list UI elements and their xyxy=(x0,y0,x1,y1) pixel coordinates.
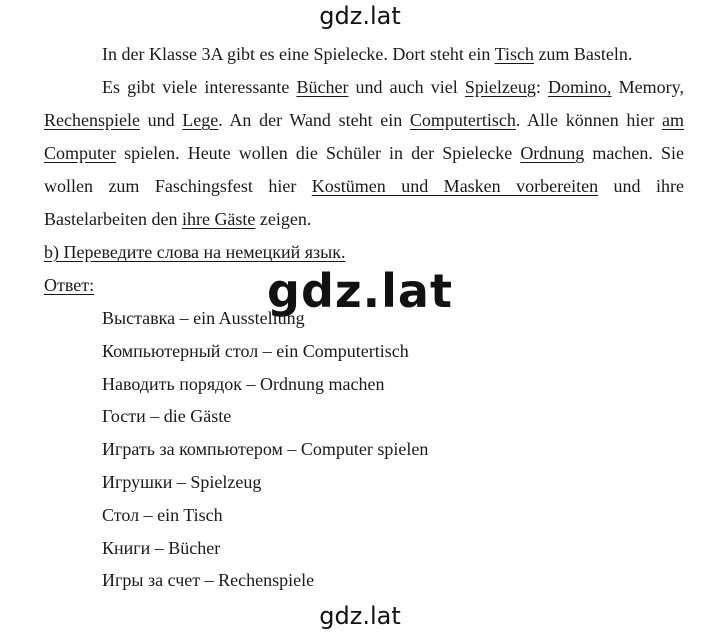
underlined-word: Spielzeug xyxy=(464,77,536,97)
paragraph-2-text: spielen. Heute wollen die Schüler in der Spielecke xyxy=(116,143,521,163)
paragraph-2-text: und ihre Bastelarbeiten den xyxy=(44,176,684,229)
answer-item: Играть за компьютером – Computer spielen xyxy=(102,439,429,460)
underlined-word: ihre Gäste xyxy=(181,209,256,229)
answer-item: Игры за счет – Rechenspiele xyxy=(102,570,315,591)
answer-item: Гости – die Gäste xyxy=(102,406,232,427)
watermark-top: gdz.lat xyxy=(319,2,401,30)
watermark-center: gdz.lat xyxy=(267,264,453,318)
answer-label xyxy=(44,269,684,302)
answer-list xyxy=(102,302,428,597)
underlined-word: Bücher xyxy=(296,77,349,97)
underlined-word: Tisch xyxy=(494,44,534,64)
paragraph-2-text: . An der Wand steht ein xyxy=(218,110,410,130)
answer-item: Книги – Bücher xyxy=(102,537,221,558)
paragraph-2-text: und xyxy=(139,110,183,130)
paragraph-2-text: machen. Sie wollen zum Faschingsfest hier xyxy=(44,143,684,196)
underlined-word: Rechenspiele xyxy=(44,110,140,130)
answer-item: Стол – ein Tisch xyxy=(102,504,223,525)
underlined-word: Kostümen und Masken vorbereiten xyxy=(311,176,599,196)
underlined-word: Computertisch xyxy=(409,110,516,130)
paragraph-1-text: zum Basteln. xyxy=(533,44,633,64)
paragraph-1 xyxy=(44,38,684,71)
answer-label-text: Ответ: xyxy=(44,275,95,295)
paragraph-2-text: und auch viel xyxy=(348,77,465,97)
paragraph-2-text: zeigen. xyxy=(255,209,312,229)
paragraph-2-text: Es gibt viele interessante xyxy=(102,77,297,97)
underlined-word: Domino, xyxy=(548,77,612,97)
answer-item: Наводить порядок – Ordnung machen xyxy=(102,373,385,394)
paragraph-2-text: : xyxy=(535,77,549,97)
task-b-heading xyxy=(44,236,684,269)
answer-item: Выставка – ein Ausstellung xyxy=(102,308,305,328)
watermark-bottom: gdz.lat xyxy=(319,602,401,630)
underlined-word: am Computer xyxy=(44,110,684,163)
answer-item: Игрушки – Spielzeug xyxy=(102,471,262,492)
underlined-word: Ordnung xyxy=(520,143,585,163)
paragraph-2-text: . Alle können hier xyxy=(515,110,662,130)
answer-item: Компьютерный стол – ein Computertisch xyxy=(102,340,409,361)
paragraph-2-text: Memory, xyxy=(611,77,684,97)
task-b-heading-text: b) Переведите слова на немецкий язык. xyxy=(44,242,346,262)
paragraph-2 xyxy=(44,71,684,236)
paragraph-1-text: In der Klasse 3A gibt es eine Spielecke. Dort steht ein xyxy=(102,44,495,64)
underlined-word: Lege xyxy=(182,110,219,130)
